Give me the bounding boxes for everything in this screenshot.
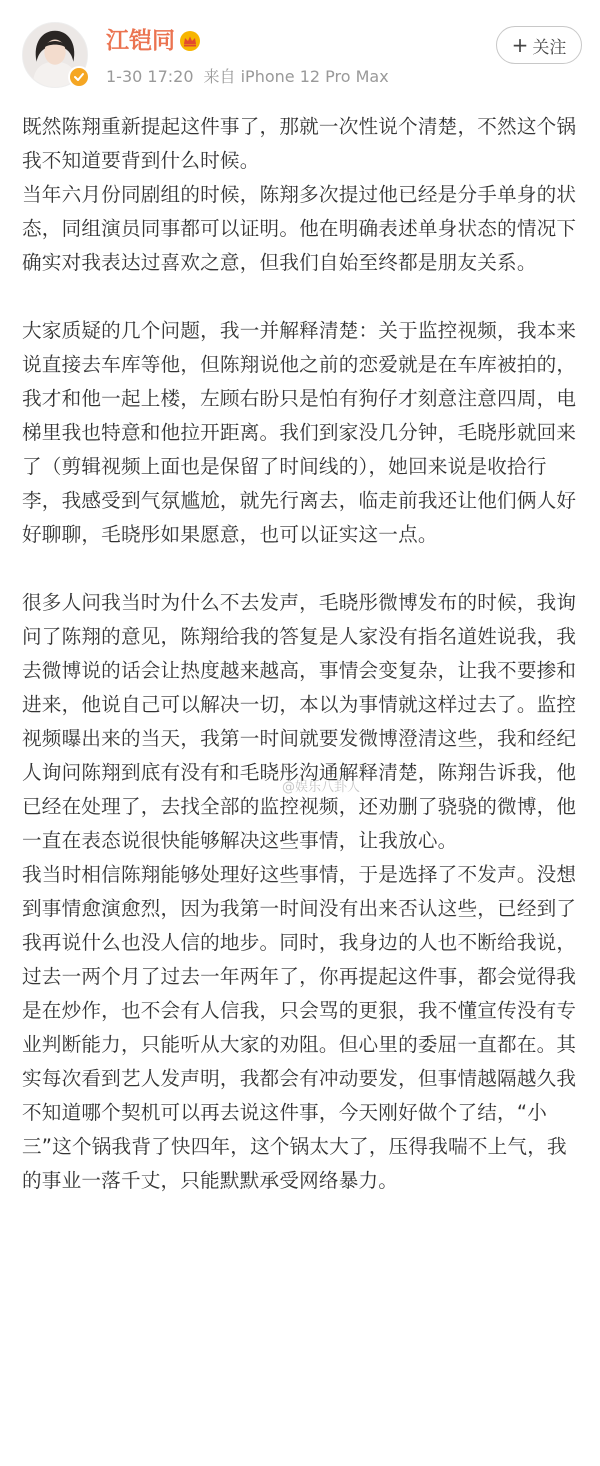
follow-button[interactable] bbox=[496, 26, 582, 64]
post-time: 1-30 17:20 bbox=[106, 67, 194, 86]
author-name[interactable]: 江铠同 bbox=[106, 28, 175, 54]
verified-badge-icon bbox=[68, 66, 90, 88]
post-meta bbox=[106, 66, 389, 88]
post-source: 来自 iPhone 12 Pro Max bbox=[203, 67, 389, 86]
post-paragraph-2: 当年六月份同剧组的时候，陈翔多次提过他已经是分手单身的状态，同组演员同事都可以证明。他在明确表述单身状态的情况下确实对我表达过喜欢之意，但我们自始至终都是朋友关系。 bbox=[22, 183, 577, 274]
post-paragraph-3: 大家质疑的几个问题，我一并解释清楚：关于监控视频，我本来说直接去车库等他，但陈翔说他之前的恋爱就是在车库被拍的，我才和他一起上楼，左顾右盼只是怕有狗仔才刻意注意四周，电梯里我也特意和他拉开距离。我们到家没几分钟，毛晓彤就回来了（剪辑视频上面也是保留了时间线的），她回来说是收拾行李，我感受到气氛尴尬，就先行离去，临走前我还让他们俩人好好聊聊，毛晓彤如果愿意，也可以证实这一点。 bbox=[22, 319, 577, 546]
follow-label: 关注 bbox=[532, 37, 567, 58]
post-paragraph-5: 我当时相信陈翔能够处理好这些事情，于是选择了不发声。没想到事情愈演愈烈，因为我第一时间没有出来否认这些，已经到了我再说什么也没人信的地步。同时，我身边的人也不断给我说，过去一两个月了过去一年两年了，你再提起这件事，都会觉得我是在炒作，也不会有人信我，只会骂的更狠，我不懂宣传没有专业判断能力，只能听从大家的劝阻。但心里的委屈一直都在。其实每次看到艺人发声明，我都会有冲动要发，但事情越隔越久我不知道哪个契机可以再去说这件事，今天刚好做个了结，“小三”这个锅我背了快四年，这个锅太大了，压得我喘不上气，我的事业一落千丈，只能默默承受网络暴力。 bbox=[22, 863, 577, 1192]
vip-crown-icon bbox=[178, 30, 202, 52]
paragraph-gap bbox=[22, 552, 584, 586]
post-paragraph-1: 既然陈翔重新提起这件事了，那就一次性说个清楚，不然这个锅我不知道要背到什么时候。 bbox=[22, 115, 577, 172]
plus-icon: + bbox=[511, 33, 529, 57]
post-header bbox=[0, 0, 600, 110]
post-body bbox=[22, 110, 584, 1198]
watermark: @娱乐八卦人 bbox=[282, 780, 361, 795]
post-paragraph-4: 很多人问我当时为什么不去发声，毛晓彤微博发布的时候，我询问了陈翔的意见，陈翔给我的答复是人家没有指名道姓说我，我去微博说的话会让热度越来越高，事情会变复杂，让我不要掺和进来，他说自己可以解决一切，本以为事情就这样过去了。监控视频曝出来的当天，我第一时间就要发微博澄清这些，我和经纪人询问陈翔到底有没有和毛晓彤沟通解释清楚，陈翔告诉我，他已经在处理了，去找全部的监控视频，还劝删了骁骁的微博，他一直在表态说很快能够解决这些事情，让我放心。 bbox=[22, 591, 577, 852]
paragraph-gap bbox=[22, 280, 584, 314]
